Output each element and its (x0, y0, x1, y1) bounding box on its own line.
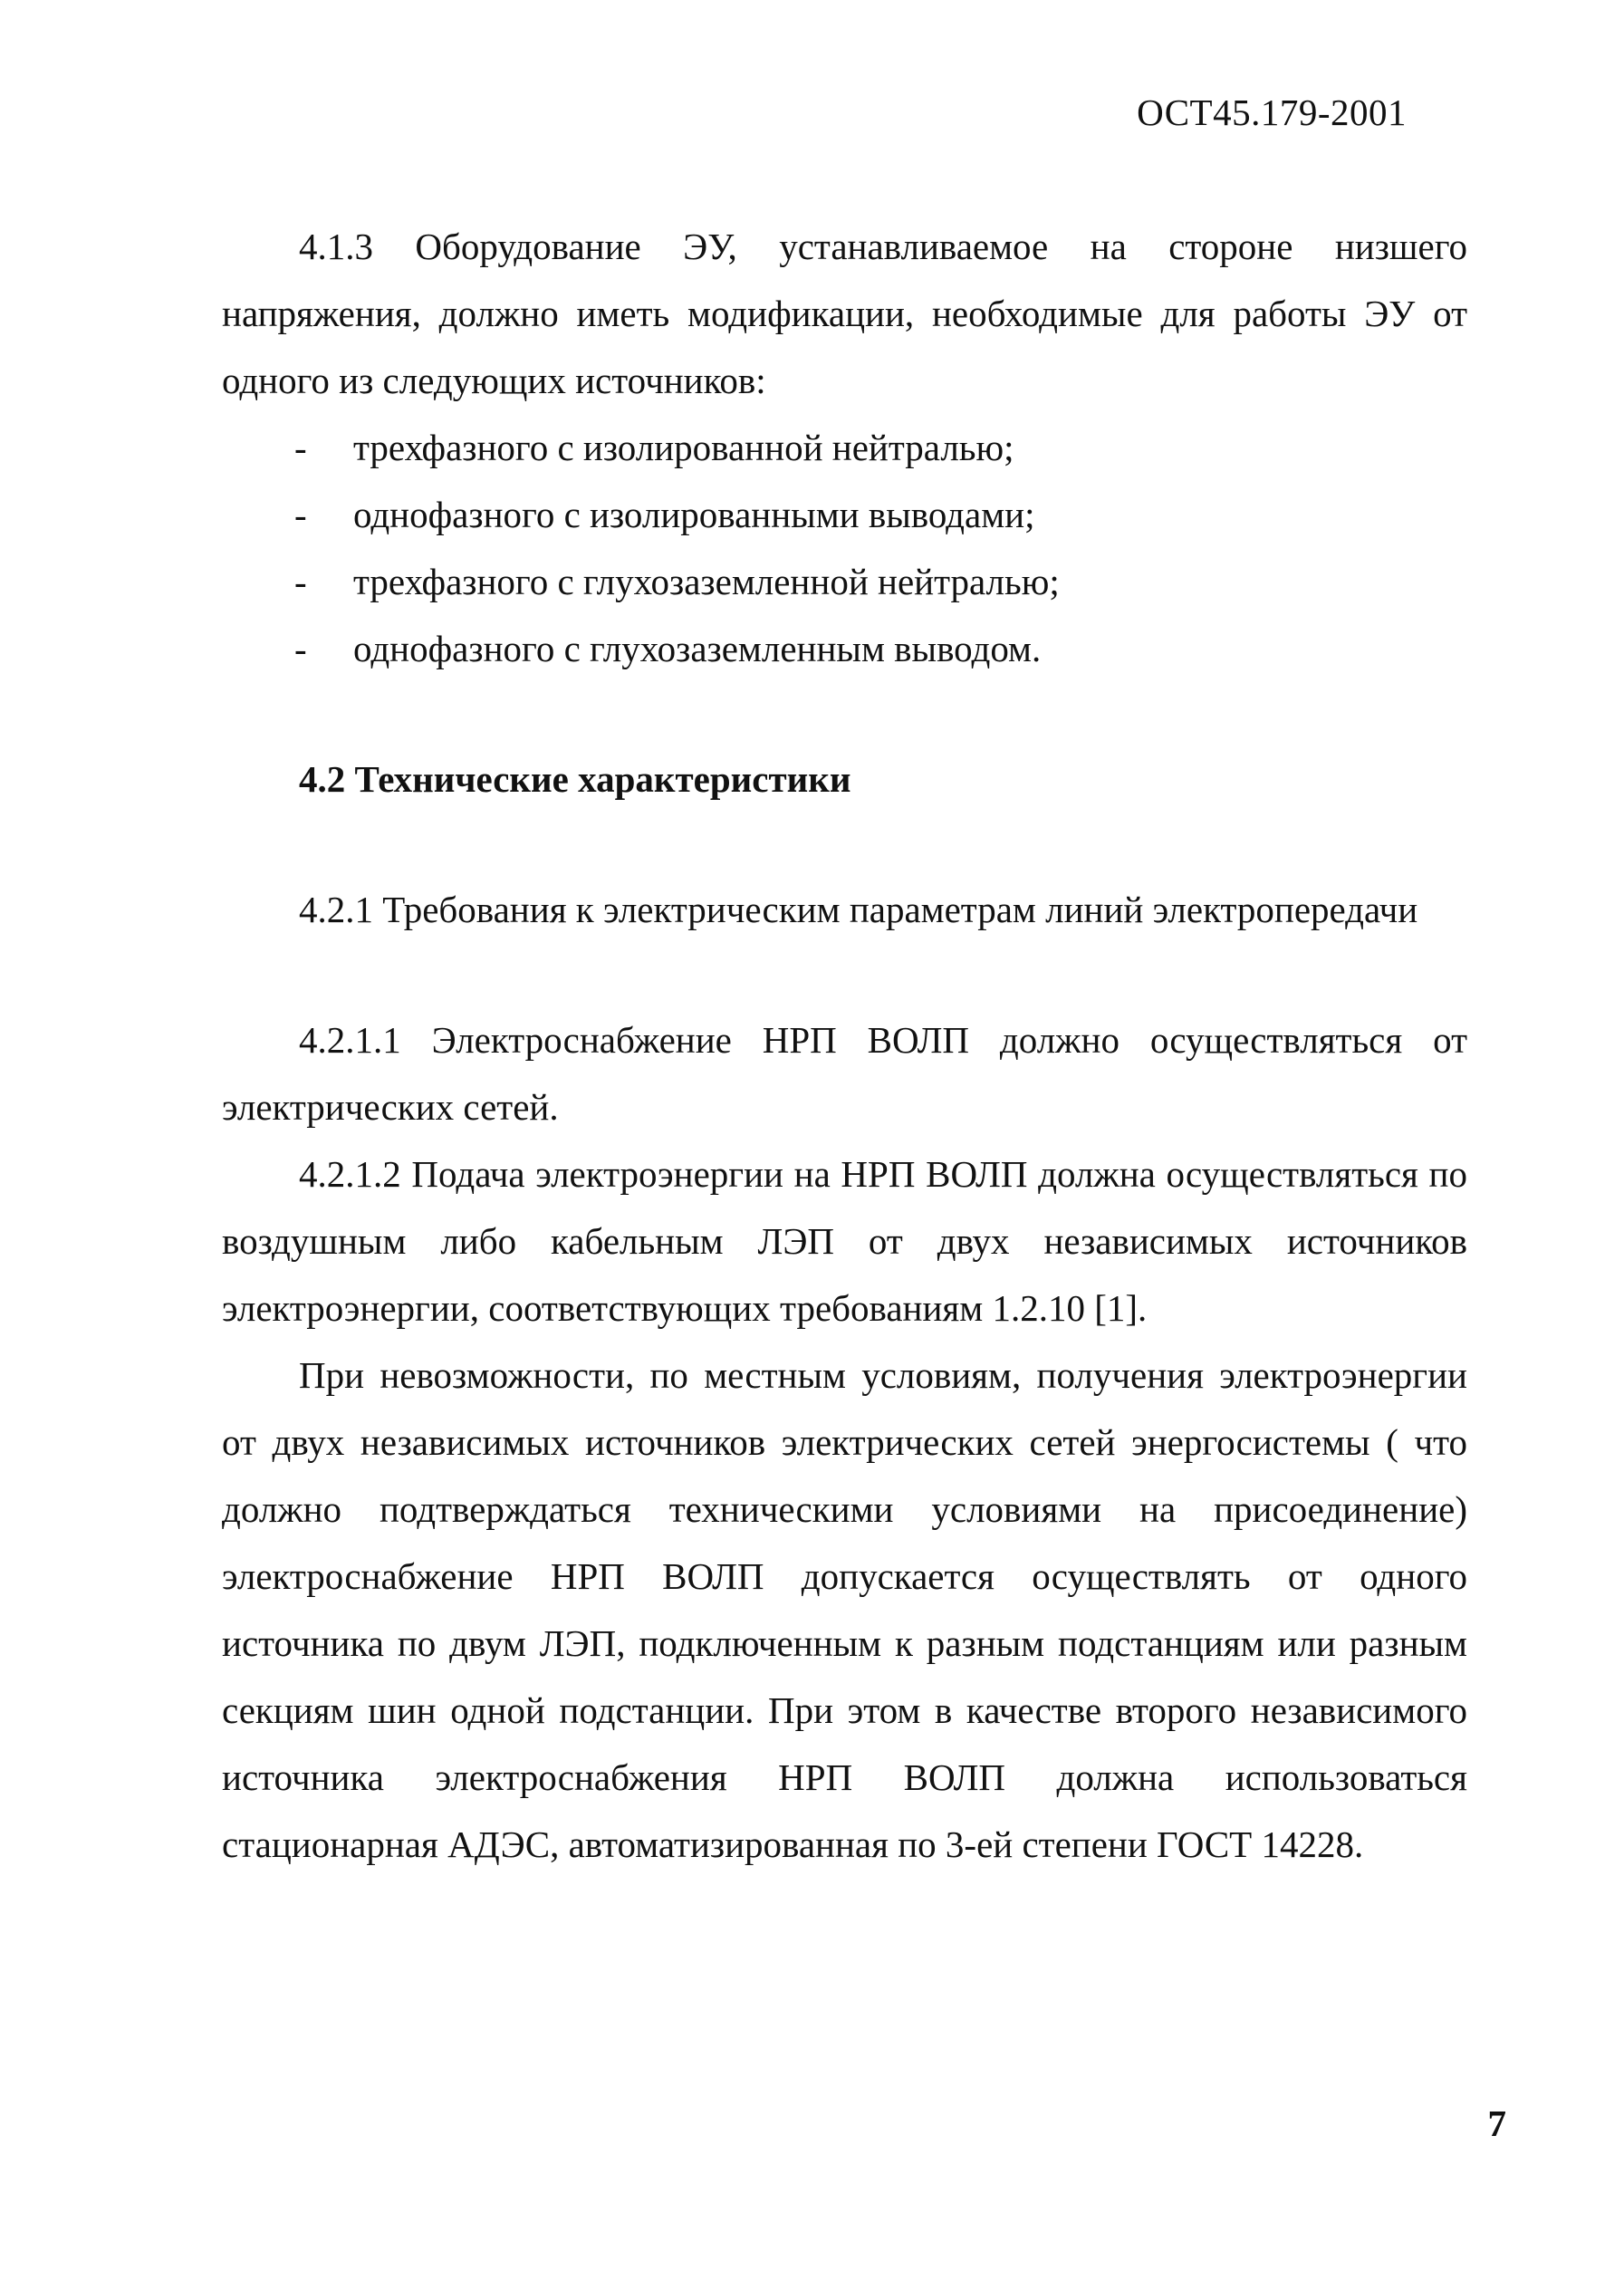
page-number: 7 (1487, 2102, 1506, 2144)
bullet-dash: - (294, 628, 307, 669)
bullet-dash: - (294, 494, 307, 535)
list-item-text: трехфазного с изолированной нейтралью; (353, 427, 1014, 468)
paragraph-impossibility: При невозможности, по местным условиям, получения электроэнергии от двух независимых источников электрических сетей энергосистемы ( что должно подтверждаться техническими условиями на присоединение) электроснабжение НРП ВОЛП допускается осуществлять от одного источника по двум ЛЭП, подключенным к разным подстанциям или разным секциям шин одной подстанции. При этом в качестве второго независимого источника электроснабжения НРП ВОЛП должна использоваться стационарная АДЭС, автоматизированная по 3-ей степени ГОСТ 14228. (222, 1354, 1467, 1865)
list-item (222, 615, 1467, 682)
list-item-text: однофазного с изолированными выводами; (353, 494, 1035, 535)
paragraph-4-1-3: 4.1.3 Оборудование ЭУ, устанавливаемое на стороне низшего напряжения, должно иметь модификации, необходимые для работы ЭУ от одного из следующих источников: (222, 226, 1467, 401)
list-item (222, 414, 1467, 481)
source-list (222, 414, 1467, 682)
section-heading-4-2: 4.2 Технические характеристики (299, 758, 851, 800)
paragraph-4-2-1-1: 4.2.1.1 Электроснабжение НРП ВОЛП должно осуществляться от электрических сетей. (222, 1019, 1467, 1128)
page-body (222, 213, 1467, 1878)
document-code: ОСТ45.179-2001 (1137, 91, 1407, 133)
list-item-text: однофазного с глухозаземленным выводом. (353, 628, 1042, 669)
subsection-heading-4-2-1: 4.2.1 Требования к электрическим параметрам линий электропередачи (299, 889, 1418, 930)
list-item (222, 481, 1467, 548)
list-item-text: трехфазного с глухозаземленной нейтралью; (353, 561, 1060, 602)
paragraph-4-2-1-2: 4.2.1.2 Подача электроэнергии на НРП ВОЛП должна осуществляться по воздушным либо кабельным ЛЭП от двух независимых источников электроэнергии, соответствующих требованиям 1.2.10 [1]. (222, 1153, 1467, 1329)
bullet-dash: - (294, 427, 307, 468)
bullet-dash: - (294, 561, 307, 602)
list-item (222, 548, 1467, 615)
